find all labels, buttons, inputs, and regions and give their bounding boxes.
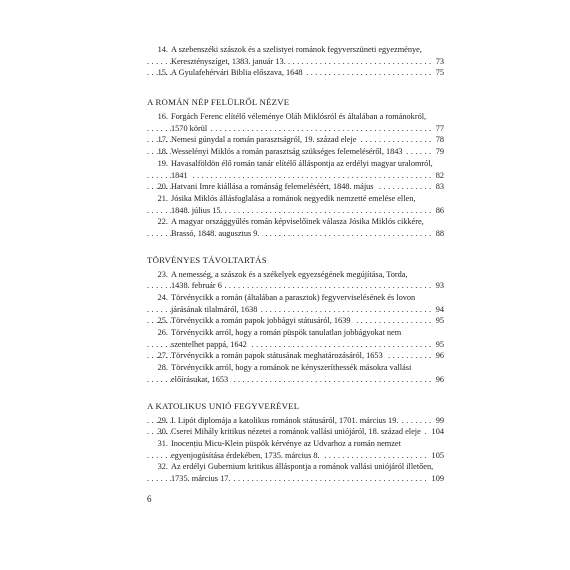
entry-number: 26. [157,328,168,338]
entry-title: A szebenszéki szászok és a szelistyei románok fegyverszüneti egyezménye, [171,45,422,54]
entry-line [147,44,444,56]
toc-entry [147,67,444,79]
entry-page-number: 77 [433,123,444,135]
section-title: A ROMÁN NÉP FELÜLRŐL NÉZVE [147,97,290,108]
toc-section [147,400,444,485]
entry-line [147,216,444,228]
entry-line [147,134,444,146]
entry-line [147,461,444,473]
entry-number: 22. [157,217,168,227]
entry-number: 15. [157,68,168,78]
entry-line [147,280,444,292]
entry-title: Cserei Mihály kritikus nézetei a románok vallási uniójáról, 18. század eleje [171,427,421,437]
entry-line [147,292,444,304]
entry-line [147,228,444,240]
entry-line [147,111,444,123]
entry-title: Törvénycikk arról, hogy a románok ne kényszeríthessék másokra vallási [171,363,412,373]
toc-entry [147,438,444,461]
entry-line [147,473,444,485]
entry-title: I. Lipót diplomája a katolikus románok státusáról, 1701. március 19. [171,415,399,425]
toc-entry [147,158,444,181]
entry-title: szentelhet pappá, 1642 [171,339,247,349]
entry-line [147,450,444,462]
entry-number: 32. [157,462,168,472]
entry-line [147,146,444,158]
entry-number: 28. [157,363,168,373]
entry-page-number: 99 [433,415,444,427]
entry-page-number: 88 [433,228,444,240]
entry-page-number: 94 [433,304,444,316]
table-of-contents [147,44,444,499]
entry-line [147,56,444,68]
entry-line [147,415,444,427]
entry-line [147,362,444,374]
entry-line [147,158,444,170]
entry-number: 27. [157,351,168,361]
toc-entry [147,111,444,134]
entry-title: Havasalföldön élő román tanár elítélő álláspontja az erdélyi magyar uralomról, [171,158,433,168]
entry-number: 20. [157,182,168,192]
entry-title: A magyar országgyűlés román képviselőinek válasza Jósika Miklós cikkére, [171,217,424,227]
entry-line [147,123,444,135]
entry-title: járásának tilalmáról, 1638 [171,304,258,314]
entry-title: Törvénycikk arról, hogy a román püspök tanulatlan jobbágyokat nem [171,328,402,338]
entry-title: Wesselényi Miklós a román parasztság szükséges felemeléséről, 1843 [171,147,403,157]
entry-page-number: 83 [433,181,444,193]
entry-number: 29. [157,415,168,425]
entry-page-number: 73 [433,56,444,68]
toc-entry [147,461,444,484]
entry-page-number: 109 [429,473,444,485]
entry-page-number: 78 [433,134,444,146]
toc-entry [147,327,444,350]
entry-title: A Gyulafehérvári Biblia előszava, 1648 [171,68,303,78]
toc-entry [147,362,444,385]
entry-line [147,181,444,193]
entry-title: Hatvani Imre kiállása a románság felemeléséért, 1848. május [171,182,374,192]
entry-page-number: 96 [433,374,444,386]
entry-line [147,205,444,217]
entry-title: előírásukat, 1653 [171,374,229,384]
entry-line [147,269,444,281]
entry-number: 25. [157,316,168,326]
toc-section [147,44,444,79]
entry-line [147,350,444,362]
entry-line [147,374,444,386]
entry-line [147,170,444,182]
section-title: A KATOLIKUS UNIÓ FEGYVERÉVEL [147,400,300,411]
entry-line [147,67,444,79]
toc-entry [147,292,444,315]
entry-title: A nemesség, a szászok és a székelyek egyezségének megújítása, Torda, [171,269,408,279]
entry-title: Brassó, 1848. augusztus 9. [171,228,260,238]
toc-entry [147,134,444,146]
entry-number: 16. [157,112,168,122]
toc-entry [147,415,444,427]
entry-title: 1570 körül [171,123,208,133]
toc-entry [147,216,444,239]
entry-page-number: 95 [433,339,444,351]
toc-entry [147,426,444,438]
entry-title: 1438. február 6 [171,281,222,291]
section-title: TÖRVÉNYES TÁVOLTARTÁS [147,254,267,265]
entry-title: Forgách Ferenc elítélő véleménye Oláh Miklósról és általában a románokról, [171,112,427,122]
entry-line [147,339,444,351]
entry-number: 21. [157,193,168,203]
entry-number: 24. [157,293,168,302]
entry-number: 23. [157,269,168,279]
entry-page-number: 95 [433,315,444,327]
entry-line [147,438,444,450]
toc-entry [147,269,444,292]
entry-title: 1841 [171,170,188,180]
toc-entry [147,181,444,193]
entry-number: 19. [157,158,168,168]
entry-page-number: 79 [433,146,444,158]
entry-line [147,304,444,316]
entry-page-number: 105 [429,450,444,462]
entry-title: Törvénycikk a román papok jobbágyi státusáról, 1639 [171,316,351,326]
entry-page-number: 86 [433,205,444,217]
entry-title: 1735. március 17. [171,473,231,483]
entry-page-number: 96 [433,350,444,362]
entry-number: 30. [157,427,168,437]
entry-line [147,315,444,327]
toc-entry [147,146,444,158]
entry-number: 14. [157,45,168,54]
toc-entry [147,193,444,216]
entry-title: Nemesi gúnydal a román parasztságról, 19. század eleje [171,135,357,145]
toc-section [147,254,444,386]
entry-title: Inocențiu Micu-Klein püspök kérvénye az Udvarhoz a román nemzet [171,438,401,448]
entry-page-number: 82 [433,170,444,182]
entry-line [147,193,444,205]
entry-title: Törvénycikk a román papok státusának meghatározásáról, 1653 [171,351,383,361]
entry-page-number: 93 [433,280,444,292]
entry-number: 17. [157,135,168,145]
entry-line [147,426,444,438]
toc-entry [147,350,444,362]
entry-number: 31. [157,438,168,448]
entry-title: Keresztényszíget, 1383. január 13. [171,56,286,66]
entry-title: egyenjogúsítása érdekében, 1735. március 8. [171,450,320,460]
toc-section [147,96,444,240]
page-number: 6 [147,494,152,504]
entry-title: 1848. július 15. [171,205,223,215]
entry-page-number: 104 [429,426,444,438]
entry-title: Az erdélyi Gubernium kritikus álláspontja a románok vallási uniójáról illetően, [171,462,434,472]
entry-title: Jósika Miklós állásfoglalása a románok negyedik nemzetté emelése ellen, [171,193,416,203]
toc-entry [147,44,444,67]
entry-title: Törvénycikk a román (általában a parasztok) fegyverviselésének és lovon [171,293,416,302]
entry-line [147,327,444,339]
entry-number: 18. [157,147,168,157]
toc-entry [147,315,444,327]
entry-page-number: 75 [433,67,444,79]
